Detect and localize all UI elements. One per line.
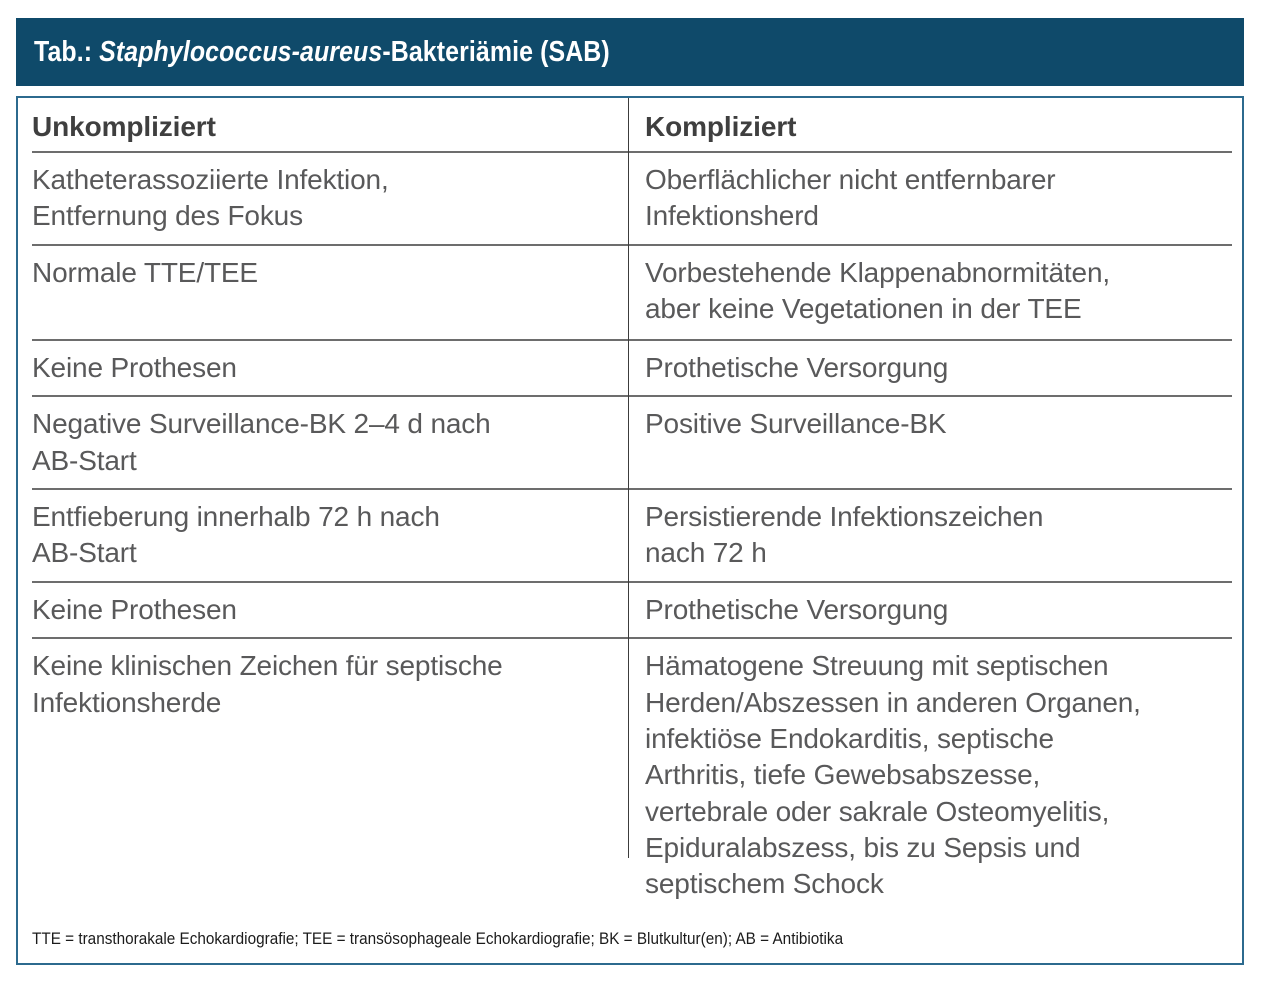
cell-unkompliziert: Normale TTE/TEE [32, 245, 627, 340]
column-divider [628, 98, 629, 858]
table-row [32, 638, 1232, 912]
title-suffix: -Bakteriämie (SAB) [382, 35, 610, 68]
cell-kompliziert: Vorbestehende Klappenabnormitäten, aber keine Vegetationen in der TEE [627, 245, 1232, 340]
table-body [32, 152, 1232, 912]
cell-unkompliziert: Entfieberung innerhalb 72 h nach AB-Start [32, 489, 627, 582]
cell-unkompliziert: Keine klinischen Zeichen für septische Infektionsherde [32, 650, 503, 718]
table-figure [16, 18, 1244, 965]
table-row [32, 245, 1232, 340]
sab-classification-table [32, 98, 1232, 912]
table-inner [18, 98, 1242, 963]
table-row [32, 340, 1232, 396]
column-header-unkompliziert: Unkompliziert [32, 98, 627, 152]
title-scientific-name: Staphylococcus-aureus [99, 35, 383, 68]
column-header-kompliziert: Kompliziert [627, 98, 1232, 152]
cell-kompliziert: Positive Surveillance-BK [627, 396, 1232, 489]
cell-unkompliziert: Negative Surveillance-BK 2–4 d nach AB-Start [32, 396, 627, 489]
title-prefix: Tab.: [34, 35, 100, 68]
table-header-row [32, 98, 1232, 152]
cell-kompliziert: Persistierende Infektionszeichen nach 72 h [627, 489, 1232, 582]
cell-kompliziert: Prothetische Versorgung [627, 340, 1232, 396]
cell-unkompliziert: Katheterassoziierte Infektion, Entfernung des Fokus [32, 152, 627, 245]
cell-kompliziert: Hämatogene Streuung mit septischen Herden/Abszessen in anderen Organen, infektiöse Endokarditis, septische Arthritis, tiefe Gewebsabszesse, vertebrale oder sakrale Osteomyelitis, Epiduralabszess, bis zu Sepsis und septischem Schock [645, 650, 1141, 900]
table-head [32, 98, 1232, 152]
table-title-bar [16, 18, 1244, 86]
table-row [32, 396, 1232, 489]
cell-unkompliziert: Keine Prothesen [32, 340, 627, 396]
cell-kompliziert: Oberflächlicher nicht entfernbarer Infektionsherd [627, 152, 1232, 245]
cell-unkompliziert: Keine Prothesen [32, 582, 627, 638]
table-container [16, 96, 1244, 965]
table-footnote: TTE = transthorakale Echokardiografie; TEE = transösophageale Echokardiografie; BK = Blutkultur(en); AB = Antibiotika [32, 929, 844, 948]
cell-kompliziert: Prothetische Versorgung [627, 582, 1232, 638]
table-row [32, 489, 1232, 582]
page-title [34, 36, 610, 69]
table-row [32, 582, 1232, 638]
table-row [32, 152, 1232, 245]
